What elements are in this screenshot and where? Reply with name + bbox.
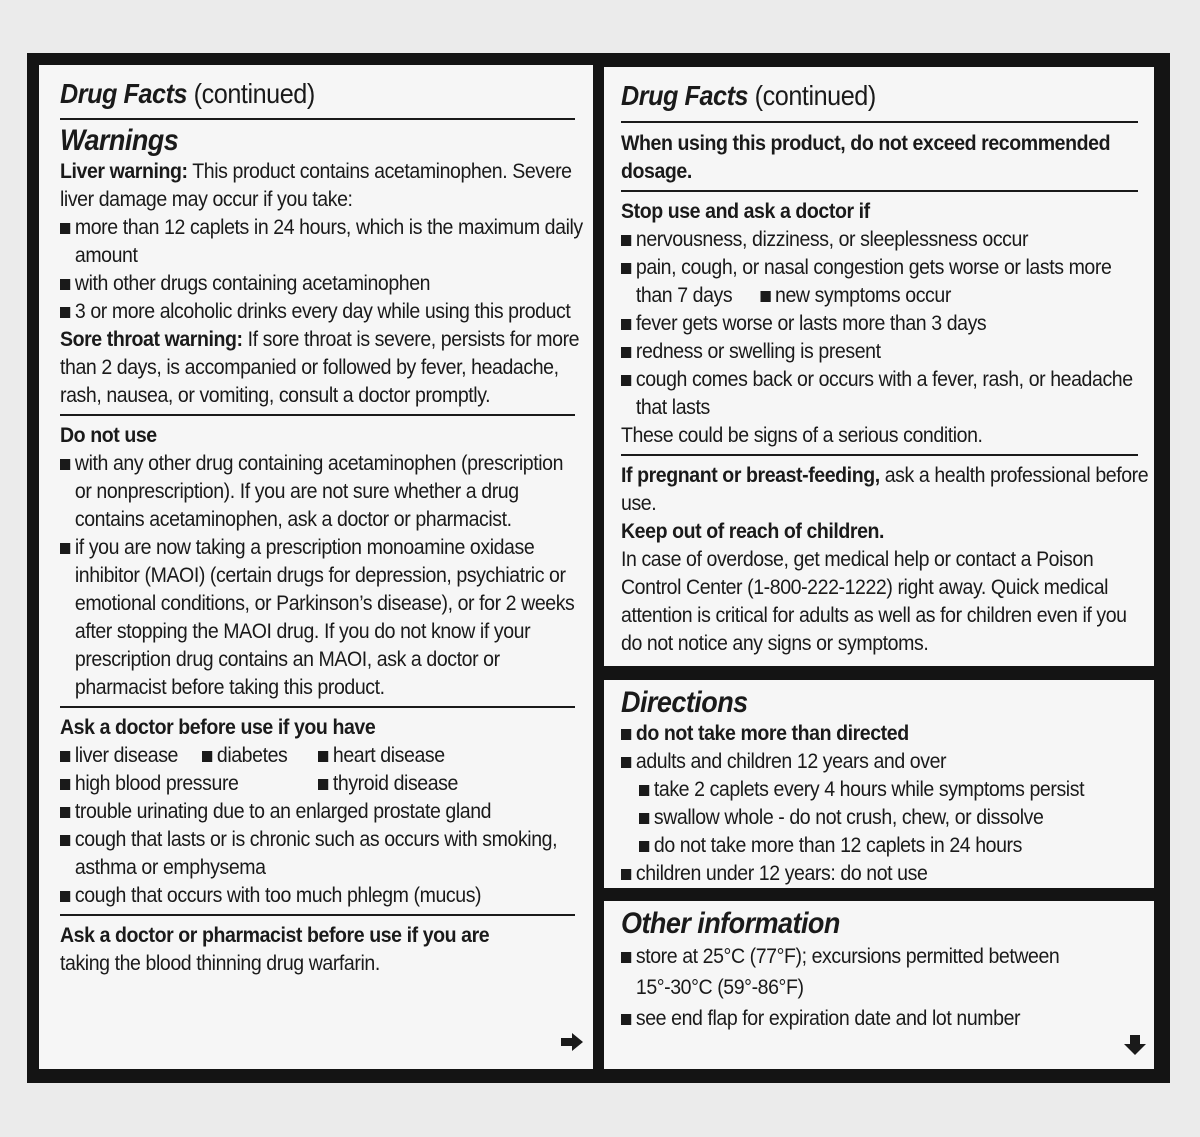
overdose-text: Control Center (1-800-222-1222) right away. Quick medical	[621, 576, 1109, 599]
list-item: take 2 caplets every 4 hours while symptoms persist	[639, 776, 1103, 804]
divider	[60, 706, 575, 708]
list-item: see end flap for expiration date and lot number	[621, 1005, 1102, 1033]
list-item: 3 or more alcoholic drinks every day while using this product	[60, 298, 539, 326]
list-item: if you are now taking a prescription monoamine oxidase	[60, 534, 539, 562]
stop-use-title: Stop use and ask a doctor if	[621, 200, 870, 223]
keep-out-title: Keep out of reach of children.	[621, 520, 885, 543]
list-item: heart disease	[318, 742, 445, 770]
divider	[621, 454, 1138, 456]
list-item-cont: amount	[74, 244, 138, 267]
list-item: cough that lasts or is chronic such as occurs with smoking,	[60, 826, 539, 854]
ask-doctor-title: Ask a doctor before use if you have	[60, 716, 376, 739]
list-item: pain, cough, or nasal congestion gets worse or lasts more	[621, 254, 1102, 282]
list-item-cont: or nonprescription). If you are not sure whether a drug	[74, 480, 519, 503]
list-item-cont: after stopping the MAOI drug. If you do not know if your	[74, 620, 531, 643]
list-item: adults and children 12 years and over	[621, 748, 1102, 776]
left-header: Drug Facts (continued)	[60, 78, 315, 109]
list-item: high blood pressure	[60, 770, 300, 798]
sore-throat-text: rash, nausea, or vomiting, consult a doctor promptly.	[60, 384, 491, 407]
overdose-text: attention is critical for adults as well as for children even if you	[621, 604, 1127, 627]
ask-pharmacist-title: Ask a doctor or pharmacist before use if you are	[60, 924, 490, 947]
pregnant-warning: If pregnant or breast-feeding, ask a health professional before	[621, 464, 1149, 487]
divider	[60, 914, 575, 916]
other-information-panel	[603, 900, 1155, 1070]
list-item: nervousness, dizziness, or sleeplessness occur	[621, 226, 1102, 254]
conditions-row	[60, 770, 575, 798]
right-panel-warnings	[603, 66, 1155, 667]
divider	[621, 121, 1138, 123]
directions-title: Directions	[621, 686, 748, 719]
left-panel	[38, 64, 594, 1070]
list-item-cont: inhibitor (MAOI) (certain drugs for depression, psychiatric or	[74, 564, 566, 587]
list-item: do not take more than 12 caplets in 24 hours	[639, 832, 1103, 860]
list-item-cont: contains acetaminophen, ask a doctor or pharmacist.	[74, 508, 512, 531]
stop-use-footer: These could be signs of a serious condition.	[621, 424, 983, 447]
list-item-cont: that lasts	[635, 396, 710, 419]
other-information-title: Other information	[621, 907, 840, 940]
right-header: Drug Facts (continued)	[621, 80, 876, 111]
conditions-row	[60, 742, 575, 770]
list-item-cont: than 7 days new symptoms occur	[635, 284, 951, 307]
overdose-text: do not notice any signs or symptoms.	[621, 632, 929, 655]
bullet	[760, 291, 770, 302]
divider	[60, 414, 575, 416]
list-item: with other drugs containing acetaminophen	[60, 270, 539, 298]
liver-warning: Liver warning: This product contains acetaminophen. Severe	[60, 160, 572, 183]
list-item: cough that occurs with too much phlegm (mucus)	[60, 882, 539, 910]
when-using-text: dosage.	[621, 160, 692, 183]
list-item: diabetes	[202, 742, 310, 770]
list-item-cont: asthma or emphysema	[74, 856, 266, 879]
warnings-title: Warnings	[60, 124, 179, 157]
list-item-cont: emotional conditions, or Parkinson’s disease), or for 2 weeks	[74, 592, 575, 615]
divider	[60, 118, 575, 120]
overdose-text: In case of overdose, get medical help or contact a Poison	[621, 548, 1094, 571]
sore-throat-warning: Sore throat warning: If sore throat is severe, persists for more	[60, 328, 580, 351]
arrow-right-icon	[561, 1033, 583, 1051]
divider	[621, 190, 1138, 192]
list-item: fever gets worse or lasts more than 3 days	[621, 310, 1102, 338]
list-item: more than 12 caplets in 24 hours, which is the maximum daily	[60, 214, 539, 242]
list-item: do not take more than directed	[621, 720, 1102, 748]
list-item: cough comes back or occurs with a fever, rash, or headache	[621, 366, 1102, 394]
list-item: with any other drug containing acetaminophen (prescription	[60, 450, 539, 478]
list-item: liver disease	[60, 742, 192, 770]
list-item: store at 25°C (77°F); excursions permitted between	[621, 943, 1102, 971]
list-item: children under 12 years: do not use	[621, 860, 1102, 888]
list-item: thyroid disease	[318, 770, 458, 798]
pregnant-text: use.	[621, 492, 657, 515]
list-item-cont: prescription drug contains an MAOI, ask a doctor or	[74, 648, 500, 671]
do-not-use-title: Do not use	[60, 424, 157, 447]
ask-pharmacist-text: taking the blood thinning drug warfarin.	[60, 952, 380, 975]
list-item-cont: 15°-30°C (59°-86°F)	[635, 976, 804, 999]
when-using-text: When using this product, do not exceed recommended	[621, 132, 1111, 155]
list-item: redness or swelling is present	[621, 338, 1102, 366]
list-item: trouble urinating due to an enlarged prostate gland	[60, 798, 539, 826]
directions-panel	[603, 679, 1155, 889]
arrow-down-icon	[1124, 1035, 1146, 1055]
list-item-cont: pharmacist before taking this product.	[74, 676, 385, 699]
sore-throat-text: than 2 days, is accompanied or followed by fever, headache,	[60, 356, 559, 379]
list-item: swallow whole - do not crush, chew, or dissolve	[639, 804, 1103, 832]
liver-warning-text: liver damage may occur if you take:	[60, 188, 353, 211]
